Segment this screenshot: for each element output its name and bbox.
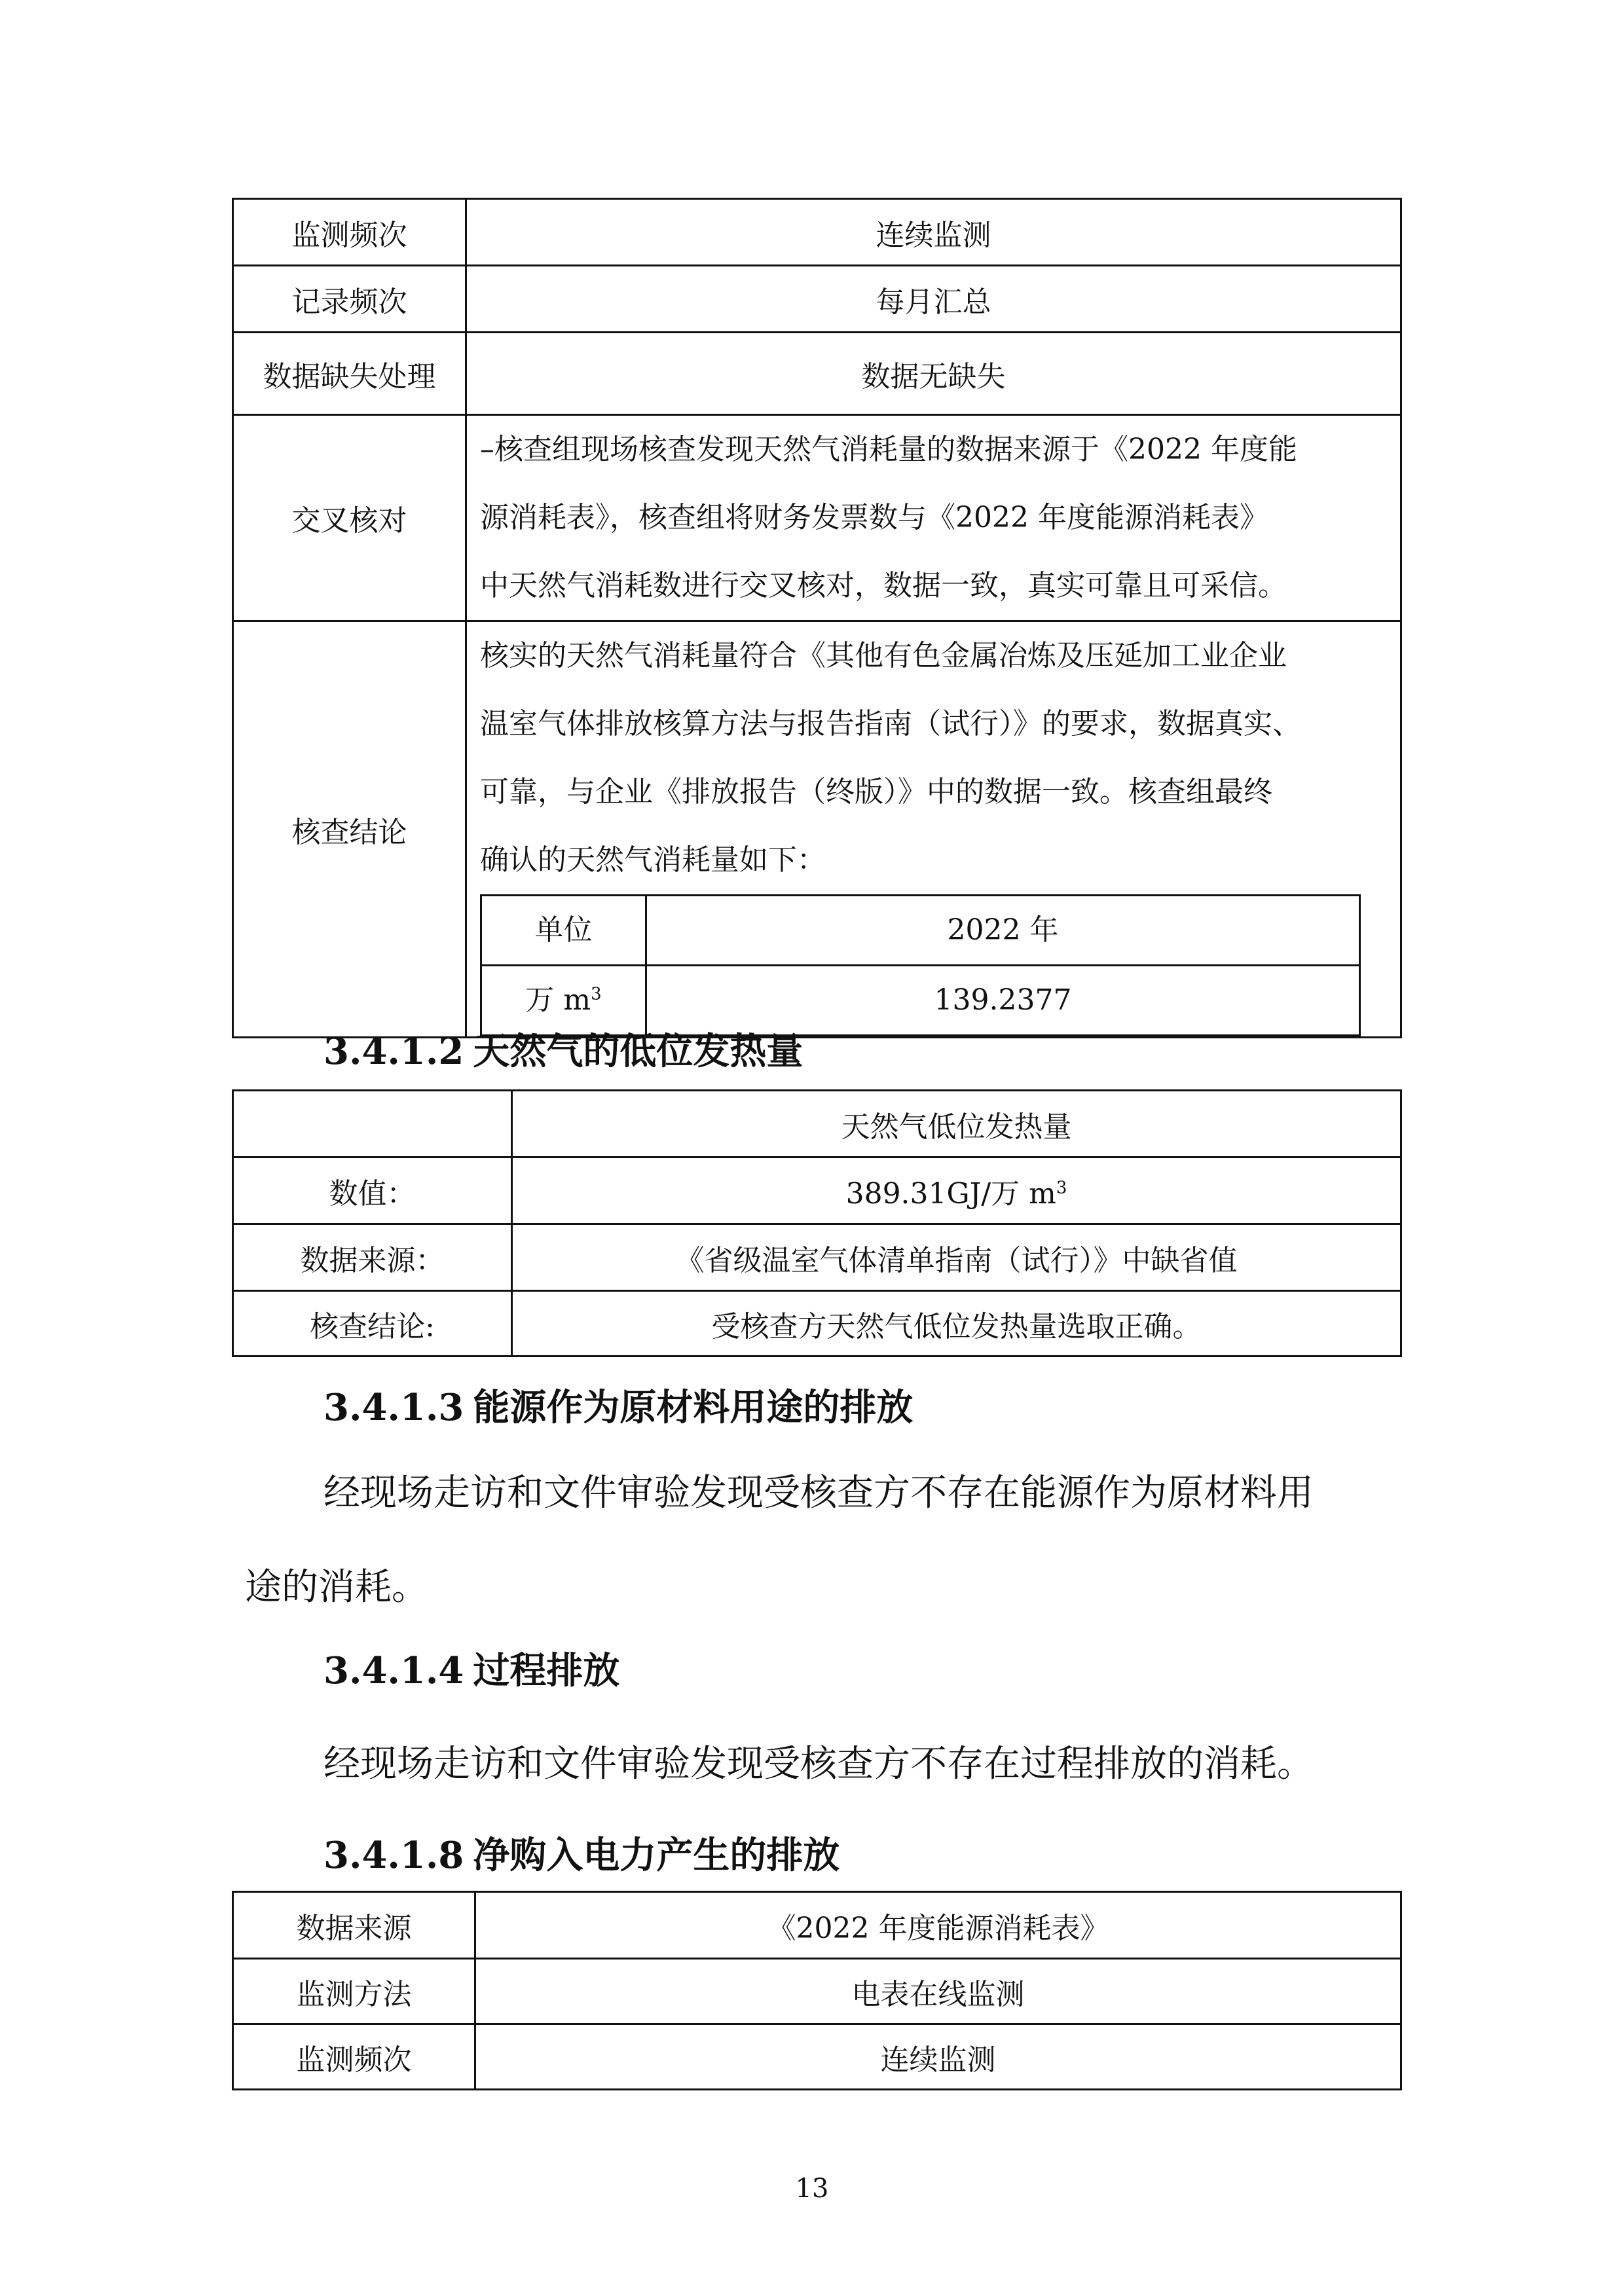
- confirmed-consumption-table: [480, 894, 1361, 1036]
- row-label: 监测方法: [233, 1959, 475, 2024]
- table-row: [233, 333, 1401, 415]
- row-label: 核查结论: [233, 621, 466, 1038]
- ncv-table: [232, 1089, 1402, 1357]
- section-heading-3412: 3.4.1.2 天然气的低位发热量: [323, 1030, 803, 1073]
- empty-cell: [233, 1091, 512, 1157]
- unit-cell: 万 $m^3$: [481, 966, 646, 1036]
- row-value: 电表在线监测: [475, 1959, 1401, 2024]
- column-header: 天然气低位发热量: [512, 1091, 1401, 1157]
- text-line: 温室气体排放核算方法与报告指南（试行）》的要求，数据真实、: [480, 707, 1301, 740]
- conclusion-text: [466, 621, 1401, 1038]
- table-row: [233, 1091, 1401, 1157]
- row-value: 连续监测: [466, 199, 1401, 266]
- section-heading-3413: 3.4.1.3 能源作为原材料用途的排放: [323, 1386, 913, 1429]
- text-line: –核查组现场核查发现天然气消耗量的数据来源于《2022 年度能: [480, 433, 1297, 466]
- row-value: 《2022 年度能源消耗表》: [475, 1892, 1401, 1959]
- table-row: [233, 1892, 1401, 1959]
- cross-check-text: [466, 415, 1401, 621]
- row-label: 交叉核对: [233, 415, 466, 621]
- row-label: 数值：: [233, 1157, 512, 1224]
- row-value: 连续监测: [475, 2024, 1401, 2090]
- natural-gas-consumption-table: [232, 198, 1402, 1038]
- unit-header: 单位: [481, 896, 646, 966]
- table-row: [233, 1224, 1401, 1291]
- year-header: 2022 年: [646, 896, 1360, 966]
- table-row: [233, 415, 1401, 621]
- row-value: 每月汇总: [466, 266, 1401, 333]
- row-label: 数据来源: [233, 1892, 475, 1959]
- table-row: [233, 2024, 1401, 2090]
- row-label: 数据来源：: [233, 1224, 512, 1291]
- table-row: [233, 266, 1401, 333]
- text-line: 可靠，与企业《排放报告（终版）》中的数据一致。核查组最终: [480, 775, 1272, 809]
- row-value: 《省级温室气体清单指南（试行）》中缺省值: [512, 1224, 1401, 1291]
- table-row: [233, 1959, 1401, 2024]
- table-row: [233, 1291, 1401, 1357]
- row-label: 监测频次: [233, 199, 466, 266]
- page-number: 13: [795, 2174, 829, 2204]
- table-row: [233, 621, 1401, 1038]
- section-heading-3414: 3.4.1.4 过程排放: [323, 1649, 620, 1692]
- table-row: [481, 896, 1360, 966]
- row-label: 记录频次: [233, 266, 466, 333]
- row-value: 数据无缺失: [466, 333, 1401, 415]
- text-line: 核实的天然气消耗量符合《其他有色金属冶炼及压延加工业企业: [480, 639, 1287, 672]
- text-line: 源消耗表》，核查组将财务发票数与《2022 年度能源消耗表》: [480, 501, 1268, 534]
- table-row: [233, 199, 1401, 266]
- paragraph-line: 经现场走访和文件审验发现受核查方不存在过程排放的消耗。: [323, 1743, 1314, 1785]
- row-value: 受核查方天然气低位发热量选取正确。: [512, 1291, 1401, 1357]
- row-label: 数据缺失处理: [233, 333, 466, 415]
- text-line: 确认的天然气消耗量如下：: [480, 843, 826, 877]
- text-line: 中天然气消耗数进行交叉核对，数据一致，真实可靠且可采信。: [480, 569, 1287, 602]
- paragraph-line: 经现场走访和文件审验发现受核查方不存在能源作为原材料用: [323, 1472, 1314, 1514]
- row-label: 核查结论:: [233, 1291, 512, 1357]
- electricity-table: [232, 1891, 1402, 2090]
- row-value: 389.31GJ/万 $m^3$: [512, 1157, 1401, 1224]
- paragraph-line: 途的消耗。: [245, 1566, 428, 1609]
- value-cell: 139.2377: [646, 966, 1360, 1036]
- table-row: [233, 1157, 1401, 1224]
- row-label: 监测频次: [233, 2024, 475, 2090]
- section-heading-3418: 3.4.1.8 净购入电力产生的排放: [323, 1834, 840, 1877]
